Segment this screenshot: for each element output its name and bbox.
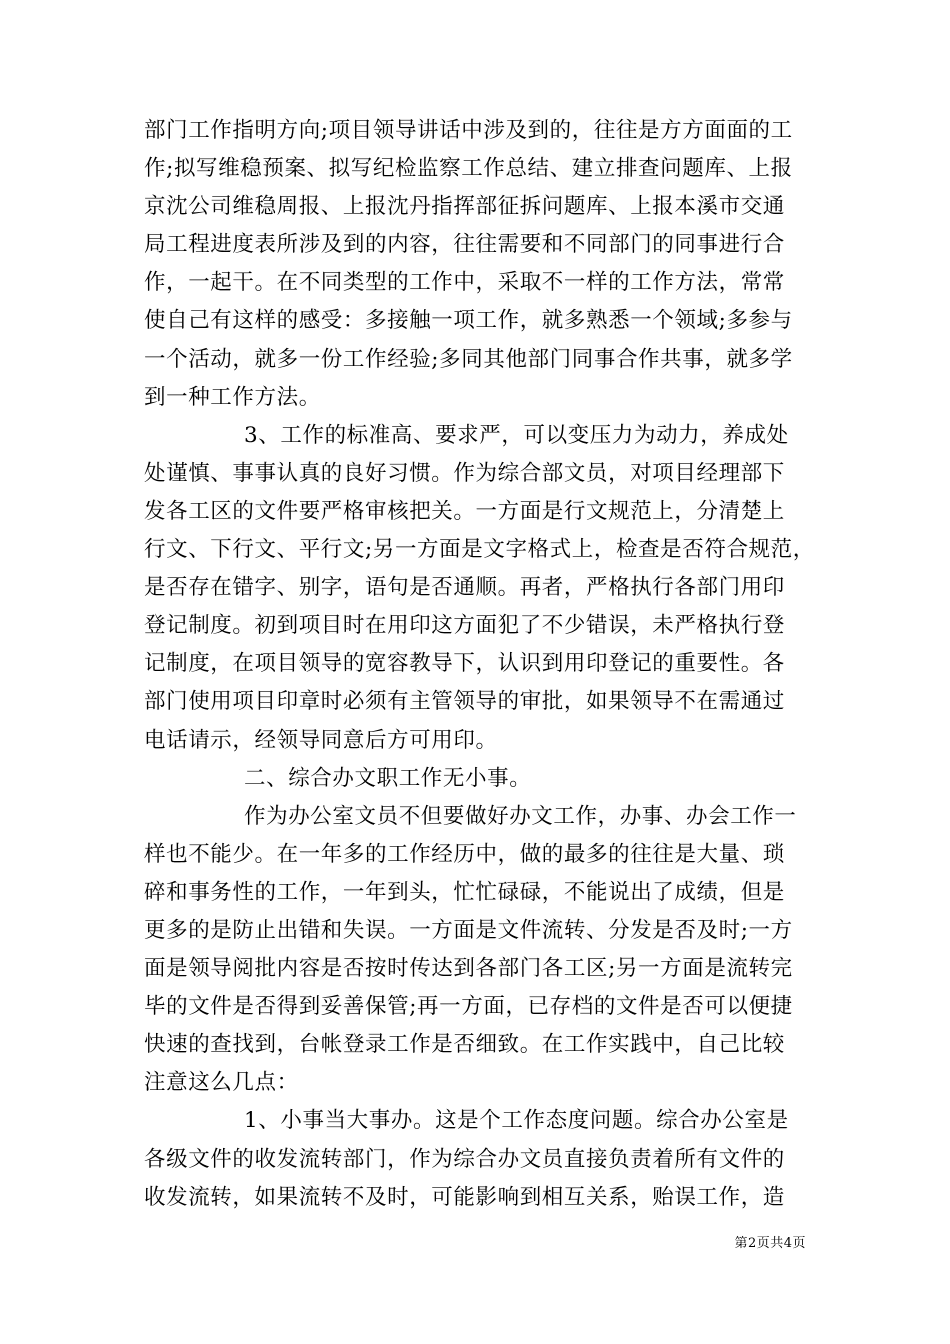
text-line: 注意这么几点： — [144, 1070, 299, 1096]
text-line: 碎和事务性的工作，一年到头，忙忙碌碌，不能说出了成绩，但是 — [144, 879, 785, 905]
text-line: 登记制度。初到项目时在用印这方面犯了不少错误，未严格执行登 — [144, 613, 785, 639]
text-line: 是否存在错字、别字，语句是否通顺。再者，严格执行各部门用印 — [144, 575, 785, 601]
text-line: 样也不能少。在一年多的工作经历中，做的最多的往往是大量、琐 — [144, 841, 785, 867]
text-line: 快速的查找到，台帐登录工作是否细致。在工作实践中，自己比较 — [144, 1032, 785, 1058]
text-line: 行文、下行文、平行文;另一方面是文字格式上，检查是否符合规范， — [144, 537, 815, 563]
page-number: 第2页共4页 — [734, 1236, 806, 1251]
text-line: 面是领导阅批内容是否按时传达到各部门各工区;另一方面是流转完 — [144, 956, 793, 982]
text-line: 电话请示，经领导同意后方可用印。 — [144, 727, 498, 753]
section-heading: 二、综合办文职工作无小事。 — [244, 765, 532, 791]
text-line: 记制度，在项目领导的宽容教导下，认识到用印登记的重要性。各 — [144, 651, 785, 677]
text-line: 京沈公司维稳周报、上报沈丹指挥部征拆问题库、上报本溪市交通 — [144, 194, 785, 220]
text-line: 部门工作指明方向;项目领导讲话中涉及到的，往往是方方面面的工 — [144, 118, 793, 143]
text-line: 更多的是防止出错和失误。一方面是文件流转、分发是否及时;一方 — [144, 917, 793, 943]
text-line: 局工程进度表所涉及到的内容，往往需要和不同部门的同事进行合 — [144, 232, 785, 258]
text-line: 使自己有这样的感受：多接触一项工作，就多熟悉一个领域;多参与 — [144, 308, 793, 334]
text-line-indented: 作为办公室文员不但要做好办文工作，办事、办会工作一 — [244, 803, 797, 829]
text-line: 发各工区的文件要严格审核把关。一方面是行文规范上，分清楚上 — [144, 498, 785, 524]
text-line: 部门使用项目印章时必须有主管领导的审批，如果领导不在需通过 — [144, 689, 785, 715]
text-line: 到一种工作方法。 — [144, 384, 321, 410]
text-line-indented: 1、小事当大事办。这是个工作态度问题。综合办公室是 — [244, 1108, 789, 1134]
text-line-indented: 3、工作的标准高、要求严，可以变压力为动力，养成处 — [244, 422, 789, 448]
document-body — [144, 112, 814, 1217]
text-line: 处谨慎、事事认真的良好习惯。作为综合部文员，对项目经理部下 — [144, 460, 785, 486]
text-line: 收发流转，如果流转不及时，可能影响到相互关系，贻误工作，造 — [144, 1184, 785, 1210]
text-line: 各级文件的收发流转部门，作为综合办文员直接负责着所有文件的 — [144, 1146, 785, 1172]
text-line: 作，一起干。在不同类型的工作中，采取不一样的工作方法，常常 — [144, 270, 785, 296]
page-footer — [0, 1232, 806, 1251]
text-line: 作;拟写维稳预案、拟写纪检监察工作总结、建立排查问题库、上报 — [144, 156, 793, 182]
text-line: 毕的文件是否得到妥善保管;再一方面，已存档的文件是否可以便捷 — [144, 994, 793, 1020]
text-line: 一个活动，就多一份工作经验;多同其他部门同事合作共事，就多学 — [144, 346, 793, 372]
